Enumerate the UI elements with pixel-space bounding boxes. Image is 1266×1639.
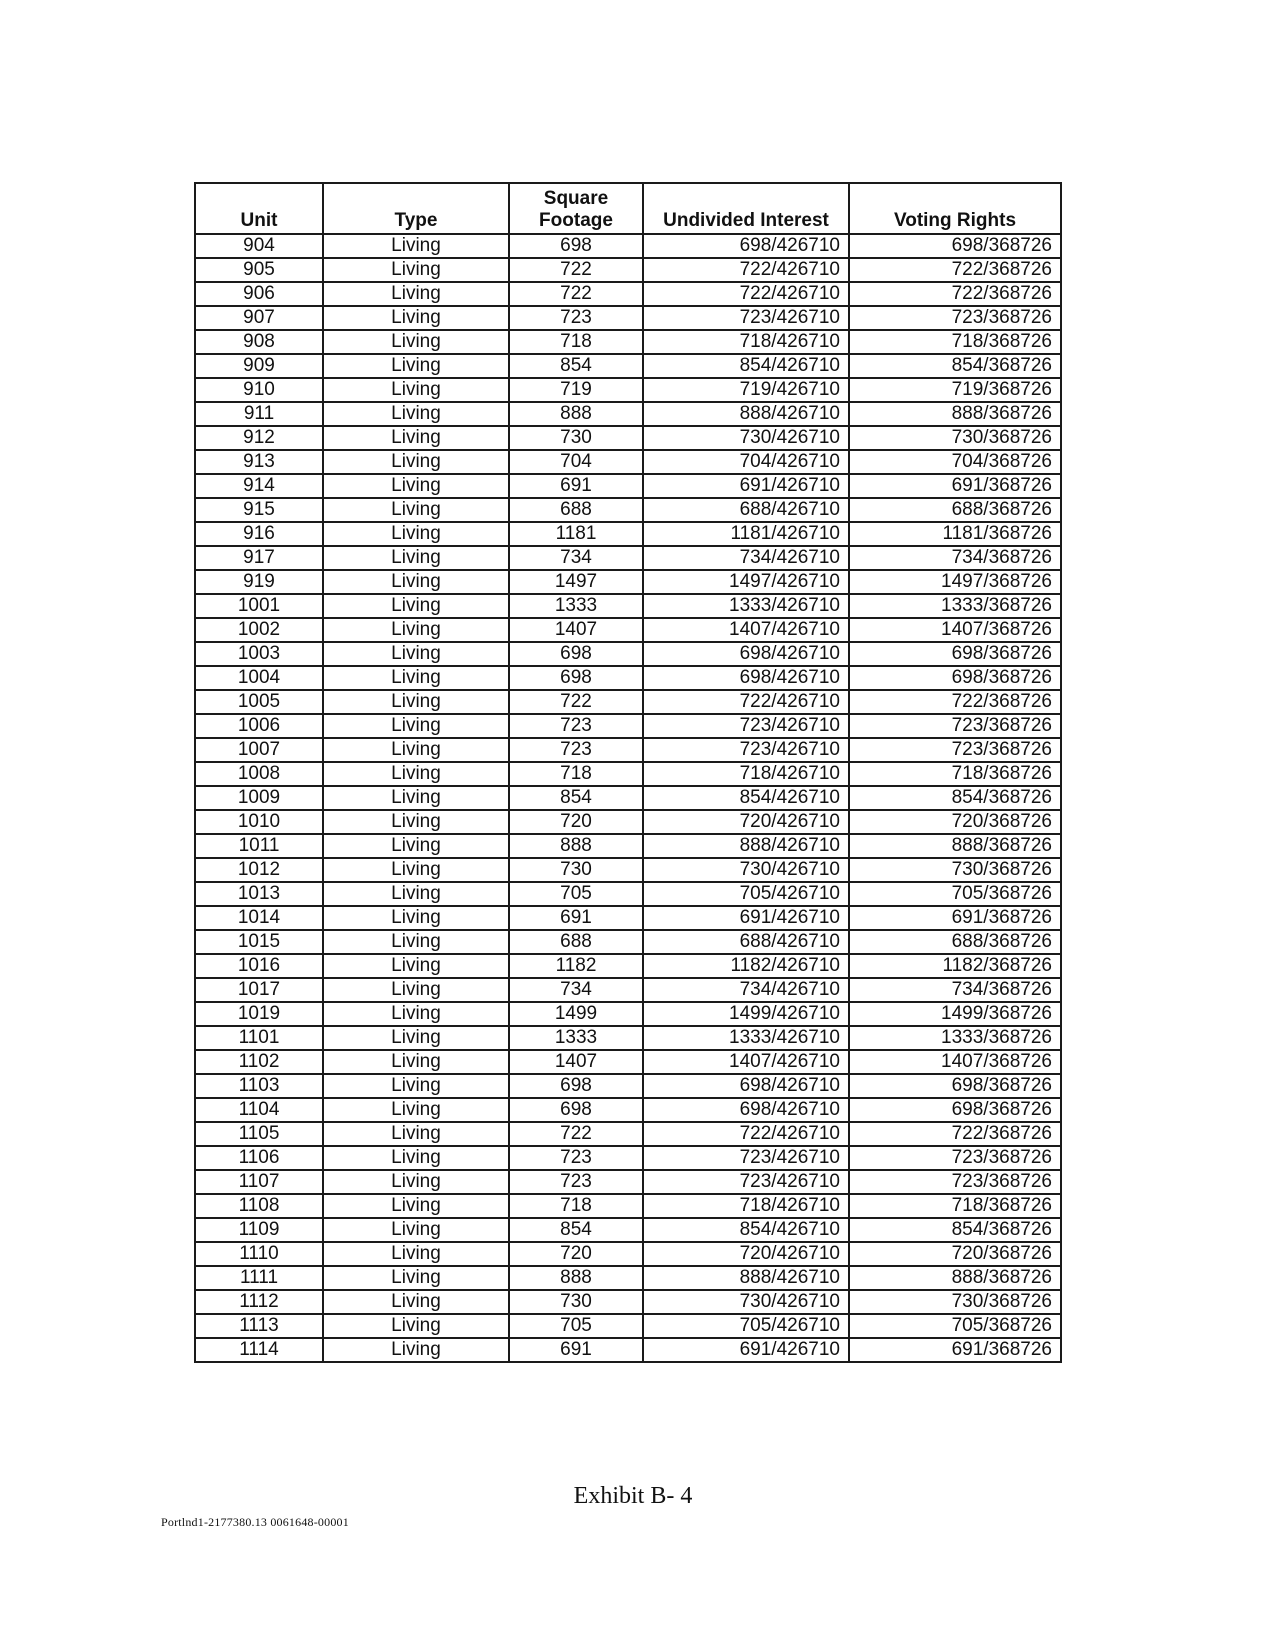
cell-undivided-interest: 1499/426710 <box>643 1002 849 1026</box>
cell-type: Living <box>323 402 509 426</box>
cell-voting-rights: 1181/368726 <box>849 522 1061 546</box>
table-header-row <box>195 183 1061 234</box>
table-row <box>195 930 1061 954</box>
cell-square-footage: 688 <box>509 930 643 954</box>
cell-undivided-interest: 718/426710 <box>643 762 849 786</box>
cell-undivided-interest: 691/426710 <box>643 906 849 930</box>
table-row <box>195 234 1061 258</box>
cell-voting-rights: 705/368726 <box>849 882 1061 906</box>
cell-square-footage: 698 <box>509 1074 643 1098</box>
cell-type: Living <box>323 426 509 450</box>
cell-undivided-interest: 1407/426710 <box>643 618 849 642</box>
cell-unit: 1005 <box>195 690 323 714</box>
cell-unit: 1009 <box>195 786 323 810</box>
cell-undivided-interest: 854/426710 <box>643 1218 849 1242</box>
cell-type: Living <box>323 642 509 666</box>
cell-square-footage: 688 <box>509 498 643 522</box>
cell-undivided-interest: 719/426710 <box>643 378 849 402</box>
cell-square-footage: 722 <box>509 258 643 282</box>
cell-voting-rights: 1407/368726 <box>849 1050 1061 1074</box>
cell-unit: 1014 <box>195 906 323 930</box>
cell-unit: 915 <box>195 498 323 522</box>
cell-voting-rights: 698/368726 <box>849 1098 1061 1122</box>
table-row <box>195 498 1061 522</box>
cell-type: Living <box>323 906 509 930</box>
table-row <box>195 1170 1061 1194</box>
table-row <box>195 402 1061 426</box>
cell-type: Living <box>323 546 509 570</box>
cell-voting-rights: 691/368726 <box>849 474 1061 498</box>
cell-square-footage: 722 <box>509 282 643 306</box>
unit-allocation-table <box>194 182 1062 1363</box>
cell-square-footage: 1407 <box>509 618 643 642</box>
table-row <box>195 594 1061 618</box>
table-row <box>195 1098 1061 1122</box>
cell-voting-rights: 1333/368726 <box>849 1026 1061 1050</box>
cell-unit: 917 <box>195 546 323 570</box>
cell-unit: 1111 <box>195 1266 323 1290</box>
cell-type: Living <box>323 282 509 306</box>
table-row <box>195 714 1061 738</box>
cell-square-footage: 691 <box>509 474 643 498</box>
cell-undivided-interest: 723/426710 <box>643 306 849 330</box>
cell-undivided-interest: 854/426710 <box>643 354 849 378</box>
cell-square-footage: 719 <box>509 378 643 402</box>
table-row <box>195 1218 1061 1242</box>
cell-type: Living <box>323 978 509 1002</box>
cell-unit: 1102 <box>195 1050 323 1074</box>
cell-type: Living <box>323 1026 509 1050</box>
cell-type: Living <box>323 594 509 618</box>
cell-unit: 1011 <box>195 834 323 858</box>
cell-unit: 1012 <box>195 858 323 882</box>
cell-type: Living <box>323 1074 509 1098</box>
cell-unit: 1016 <box>195 954 323 978</box>
cell-voting-rights: 705/368726 <box>849 1314 1061 1338</box>
cell-undivided-interest: 691/426710 <box>643 1338 849 1362</box>
table-row <box>195 1002 1061 1026</box>
cell-square-footage: 734 <box>509 978 643 1002</box>
cell-type: Living <box>323 570 509 594</box>
cell-undivided-interest: 888/426710 <box>643 402 849 426</box>
table-row <box>195 786 1061 810</box>
cell-voting-rights: 1333/368726 <box>849 594 1061 618</box>
cell-voting-rights: 730/368726 <box>849 858 1061 882</box>
table-row <box>195 1266 1061 1290</box>
cell-voting-rights: 722/368726 <box>849 690 1061 714</box>
cell-type: Living <box>323 258 509 282</box>
cell-undivided-interest: 691/426710 <box>643 474 849 498</box>
cell-type: Living <box>323 234 509 258</box>
cell-square-footage: 1499 <box>509 1002 643 1026</box>
cell-voting-rights: 698/368726 <box>849 642 1061 666</box>
document-code: Portlnd1-2177380.13 0061648-00001 <box>161 1515 349 1529</box>
cell-square-footage: 691 <box>509 906 643 930</box>
cell-unit: 1004 <box>195 666 323 690</box>
cell-undivided-interest: 854/426710 <box>643 786 849 810</box>
table-row <box>195 282 1061 306</box>
cell-type: Living <box>323 1338 509 1362</box>
cell-unit: 910 <box>195 378 323 402</box>
cell-undivided-interest: 722/426710 <box>643 258 849 282</box>
cell-unit: 1006 <box>195 714 323 738</box>
cell-type: Living <box>323 522 509 546</box>
table-row <box>195 690 1061 714</box>
cell-square-footage: 722 <box>509 1122 643 1146</box>
cell-voting-rights: 720/368726 <box>849 810 1061 834</box>
table-row <box>195 1074 1061 1098</box>
table-row <box>195 618 1061 642</box>
table-body <box>195 234 1061 1362</box>
cell-unit: 1110 <box>195 1242 323 1266</box>
cell-voting-rights: 691/368726 <box>849 1338 1061 1362</box>
cell-square-footage: 854 <box>509 1218 643 1242</box>
cell-voting-rights: 888/368726 <box>849 1266 1061 1290</box>
cell-undivided-interest: 688/426710 <box>643 498 849 522</box>
cell-undivided-interest: 718/426710 <box>643 330 849 354</box>
table-row <box>195 954 1061 978</box>
cell-voting-rights: 688/368726 <box>849 930 1061 954</box>
cell-voting-rights: 698/368726 <box>849 666 1061 690</box>
cell-voting-rights: 723/368726 <box>849 1170 1061 1194</box>
cell-undivided-interest: 688/426710 <box>643 930 849 954</box>
table-row <box>195 810 1061 834</box>
cell-voting-rights: 854/368726 <box>849 354 1061 378</box>
cell-type: Living <box>323 1314 509 1338</box>
cell-square-footage: 718 <box>509 330 643 354</box>
cell-square-footage: 1497 <box>509 570 643 594</box>
cell-square-footage: 704 <box>509 450 643 474</box>
cell-unit: 909 <box>195 354 323 378</box>
cell-type: Living <box>323 786 509 810</box>
cell-voting-rights: 718/368726 <box>849 1194 1061 1218</box>
table-row <box>195 1290 1061 1314</box>
cell-voting-rights: 854/368726 <box>849 786 1061 810</box>
cell-undivided-interest: 705/426710 <box>643 882 849 906</box>
cell-square-footage: 723 <box>509 1170 643 1194</box>
cell-square-footage: 888 <box>509 834 643 858</box>
cell-undivided-interest: 722/426710 <box>643 690 849 714</box>
table-row <box>195 882 1061 906</box>
table-row <box>195 258 1061 282</box>
cell-square-footage: 705 <box>509 882 643 906</box>
cell-square-footage: 698 <box>509 1098 643 1122</box>
cell-unit: 1106 <box>195 1146 323 1170</box>
cell-type: Living <box>323 1242 509 1266</box>
cell-voting-rights: 722/368726 <box>849 1122 1061 1146</box>
cell-square-footage: 720 <box>509 1242 643 1266</box>
cell-square-footage: 698 <box>509 642 643 666</box>
cell-type: Living <box>323 474 509 498</box>
cell-voting-rights: 723/368726 <box>849 714 1061 738</box>
cell-undivided-interest: 734/426710 <box>643 546 849 570</box>
cell-square-footage: 888 <box>509 1266 643 1290</box>
cell-type: Living <box>323 618 509 642</box>
cell-square-footage: 1407 <box>509 1050 643 1074</box>
cell-type: Living <box>323 1146 509 1170</box>
cell-unit: 908 <box>195 330 323 354</box>
cell-undivided-interest: 888/426710 <box>643 1266 849 1290</box>
table-row <box>195 306 1061 330</box>
cell-type: Living <box>323 354 509 378</box>
cell-type: Living <box>323 882 509 906</box>
table-row <box>195 450 1061 474</box>
cell-type: Living <box>323 738 509 762</box>
cell-unit: 907 <box>195 306 323 330</box>
cell-type: Living <box>323 1098 509 1122</box>
cell-type: Living <box>323 690 509 714</box>
cell-undivided-interest: 734/426710 <box>643 978 849 1002</box>
table-row <box>195 858 1061 882</box>
cell-voting-rights: 734/368726 <box>849 978 1061 1002</box>
cell-voting-rights: 698/368726 <box>849 1074 1061 1098</box>
cell-voting-rights: 734/368726 <box>849 546 1061 570</box>
table-row <box>195 330 1061 354</box>
cell-voting-rights: 704/368726 <box>849 450 1061 474</box>
cell-voting-rights: 888/368726 <box>849 402 1061 426</box>
table-row <box>195 1194 1061 1218</box>
cell-type: Living <box>323 1290 509 1314</box>
cell-undivided-interest: 888/426710 <box>643 834 849 858</box>
header-undivided-interest: Undivided Interest <box>643 183 849 234</box>
cell-voting-rights: 691/368726 <box>849 906 1061 930</box>
cell-square-footage: 1333 <box>509 1026 643 1050</box>
cell-type: Living <box>323 666 509 690</box>
cell-undivided-interest: 723/426710 <box>643 738 849 762</box>
cell-unit: 1019 <box>195 1002 323 1026</box>
cell-voting-rights: 730/368726 <box>849 426 1061 450</box>
cell-type: Living <box>323 1218 509 1242</box>
cell-voting-rights: 723/368726 <box>849 738 1061 762</box>
cell-square-footage: 723 <box>509 306 643 330</box>
table-row <box>195 834 1061 858</box>
cell-square-footage: 730 <box>509 1290 643 1314</box>
cell-square-footage: 705 <box>509 1314 643 1338</box>
cell-square-footage: 718 <box>509 1194 643 1218</box>
cell-undivided-interest: 722/426710 <box>643 1122 849 1146</box>
cell-undivided-interest: 723/426710 <box>643 1170 849 1194</box>
cell-type: Living <box>323 930 509 954</box>
cell-undivided-interest: 698/426710 <box>643 234 849 258</box>
cell-voting-rights: 698/368726 <box>849 234 1061 258</box>
cell-undivided-interest: 698/426710 <box>643 1098 849 1122</box>
cell-type: Living <box>323 378 509 402</box>
table-row <box>195 1122 1061 1146</box>
cell-unit: 1108 <box>195 1194 323 1218</box>
cell-square-footage: 730 <box>509 858 643 882</box>
cell-type: Living <box>323 1194 509 1218</box>
cell-voting-rights: 1499/368726 <box>849 1002 1061 1026</box>
cell-voting-rights: 719/368726 <box>849 378 1061 402</box>
cell-unit: 912 <box>195 426 323 450</box>
cell-type: Living <box>323 810 509 834</box>
cell-undivided-interest: 1497/426710 <box>643 570 849 594</box>
cell-voting-rights: 1182/368726 <box>849 954 1061 978</box>
cell-voting-rights: 718/368726 <box>849 330 1061 354</box>
cell-undivided-interest: 718/426710 <box>643 1194 849 1218</box>
cell-unit: 1007 <box>195 738 323 762</box>
cell-voting-rights: 854/368726 <box>849 1218 1061 1242</box>
cell-undivided-interest: 698/426710 <box>643 666 849 690</box>
cell-unit: 1103 <box>195 1074 323 1098</box>
cell-unit: 1105 <box>195 1122 323 1146</box>
cell-undivided-interest: 723/426710 <box>643 714 849 738</box>
cell-unit: 1008 <box>195 762 323 786</box>
cell-square-footage: 854 <box>509 354 643 378</box>
cell-unit: 904 <box>195 234 323 258</box>
table-row <box>195 738 1061 762</box>
cell-square-footage: 1333 <box>509 594 643 618</box>
cell-square-footage: 723 <box>509 1146 643 1170</box>
cell-square-footage: 691 <box>509 1338 643 1362</box>
cell-square-footage: 723 <box>509 738 643 762</box>
table-row <box>195 354 1061 378</box>
cell-unit: 919 <box>195 570 323 594</box>
cell-square-footage: 730 <box>509 426 643 450</box>
cell-square-footage: 1181 <box>509 522 643 546</box>
cell-type: Living <box>323 1002 509 1026</box>
cell-unit: 1015 <box>195 930 323 954</box>
cell-type: Living <box>323 1170 509 1194</box>
cell-voting-rights: 1497/368726 <box>849 570 1061 594</box>
cell-undivided-interest: 698/426710 <box>643 642 849 666</box>
cell-unit: 906 <box>195 282 323 306</box>
cell-unit: 1109 <box>195 1218 323 1242</box>
cell-unit: 1013 <box>195 882 323 906</box>
cell-type: Living <box>323 306 509 330</box>
cell-voting-rights: 1407/368726 <box>849 618 1061 642</box>
table-row <box>195 522 1061 546</box>
cell-unit: 1107 <box>195 1170 323 1194</box>
table-row <box>195 978 1061 1002</box>
header-voting-rights: Voting Rights <box>849 183 1061 234</box>
cell-voting-rights: 722/368726 <box>849 258 1061 282</box>
table-row <box>195 1050 1061 1074</box>
cell-voting-rights: 723/368726 <box>849 1146 1061 1170</box>
cell-type: Living <box>323 1050 509 1074</box>
cell-type: Living <box>323 498 509 522</box>
cell-undivided-interest: 730/426710 <box>643 1290 849 1314</box>
table-row <box>195 570 1061 594</box>
cell-square-footage: 718 <box>509 762 643 786</box>
cell-undivided-interest: 705/426710 <box>643 1314 849 1338</box>
cell-unit: 914 <box>195 474 323 498</box>
cell-voting-rights: 722/368726 <box>849 282 1061 306</box>
table-row <box>195 1146 1061 1170</box>
cell-unit: 1112 <box>195 1290 323 1314</box>
cell-square-footage: 722 <box>509 690 643 714</box>
cell-voting-rights: 730/368726 <box>849 1290 1061 1314</box>
cell-type: Living <box>323 714 509 738</box>
cell-voting-rights: 888/368726 <box>849 834 1061 858</box>
cell-undivided-interest: 704/426710 <box>643 450 849 474</box>
table-row <box>195 426 1061 450</box>
cell-square-footage: 720 <box>509 810 643 834</box>
table-row <box>195 666 1061 690</box>
table-row <box>195 642 1061 666</box>
cell-undivided-interest: 720/426710 <box>643 1242 849 1266</box>
cell-voting-rights: 723/368726 <box>849 306 1061 330</box>
unit-table-container <box>194 182 1060 1363</box>
cell-unit: 916 <box>195 522 323 546</box>
cell-undivided-interest: 1182/426710 <box>643 954 849 978</box>
cell-undivided-interest: 1333/426710 <box>643 1026 849 1050</box>
cell-unit: 1104 <box>195 1098 323 1122</box>
cell-undivided-interest: 722/426710 <box>643 282 849 306</box>
cell-undivided-interest: 1407/426710 <box>643 1050 849 1074</box>
cell-undivided-interest: 1333/426710 <box>643 594 849 618</box>
cell-type: Living <box>323 834 509 858</box>
header-unit: Unit <box>195 183 323 234</box>
header-type: Type <box>323 183 509 234</box>
cell-undivided-interest: 723/426710 <box>643 1146 849 1170</box>
table-row <box>195 546 1061 570</box>
cell-unit: 1001 <box>195 594 323 618</box>
cell-voting-rights: 720/368726 <box>849 1242 1061 1266</box>
cell-square-footage: 888 <box>509 402 643 426</box>
cell-unit: 913 <box>195 450 323 474</box>
cell-voting-rights: 718/368726 <box>849 762 1061 786</box>
exhibit-title: Exhibit B- 4 <box>573 1483 693 1509</box>
cell-square-footage: 854 <box>509 786 643 810</box>
cell-type: Living <box>323 858 509 882</box>
cell-type: Living <box>323 954 509 978</box>
cell-type: Living <box>323 762 509 786</box>
header-square-footage-label: Square Footage <box>539 188 613 231</box>
cell-undivided-interest: 730/426710 <box>643 858 849 882</box>
table-row <box>195 906 1061 930</box>
cell-unit: 905 <box>195 258 323 282</box>
cell-square-footage: 1182 <box>509 954 643 978</box>
cell-unit: 1002 <box>195 618 323 642</box>
table-row <box>195 1026 1061 1050</box>
cell-type: Living <box>323 450 509 474</box>
header-square-footage <box>509 183 643 234</box>
cell-unit: 1101 <box>195 1026 323 1050</box>
cell-unit: 1114 <box>195 1338 323 1362</box>
cell-voting-rights: 688/368726 <box>849 498 1061 522</box>
cell-square-footage: 698 <box>509 234 643 258</box>
cell-undivided-interest: 720/426710 <box>643 810 849 834</box>
table-row <box>195 762 1061 786</box>
cell-undivided-interest: 1181/426710 <box>643 522 849 546</box>
cell-unit: 1113 <box>195 1314 323 1338</box>
cell-type: Living <box>323 1122 509 1146</box>
cell-unit: 1010 <box>195 810 323 834</box>
cell-unit: 911 <box>195 402 323 426</box>
cell-undivided-interest: 698/426710 <box>643 1074 849 1098</box>
table-row <box>195 1242 1061 1266</box>
cell-square-footage: 698 <box>509 666 643 690</box>
table-row <box>195 378 1061 402</box>
cell-square-footage: 734 <box>509 546 643 570</box>
cell-type: Living <box>323 330 509 354</box>
cell-unit: 1017 <box>195 978 323 1002</box>
table-row <box>195 474 1061 498</box>
cell-square-footage: 723 <box>509 714 643 738</box>
cell-undivided-interest: 730/426710 <box>643 426 849 450</box>
cell-unit: 1003 <box>195 642 323 666</box>
table-row <box>195 1314 1061 1338</box>
table-row <box>195 1338 1061 1362</box>
cell-type: Living <box>323 1266 509 1290</box>
